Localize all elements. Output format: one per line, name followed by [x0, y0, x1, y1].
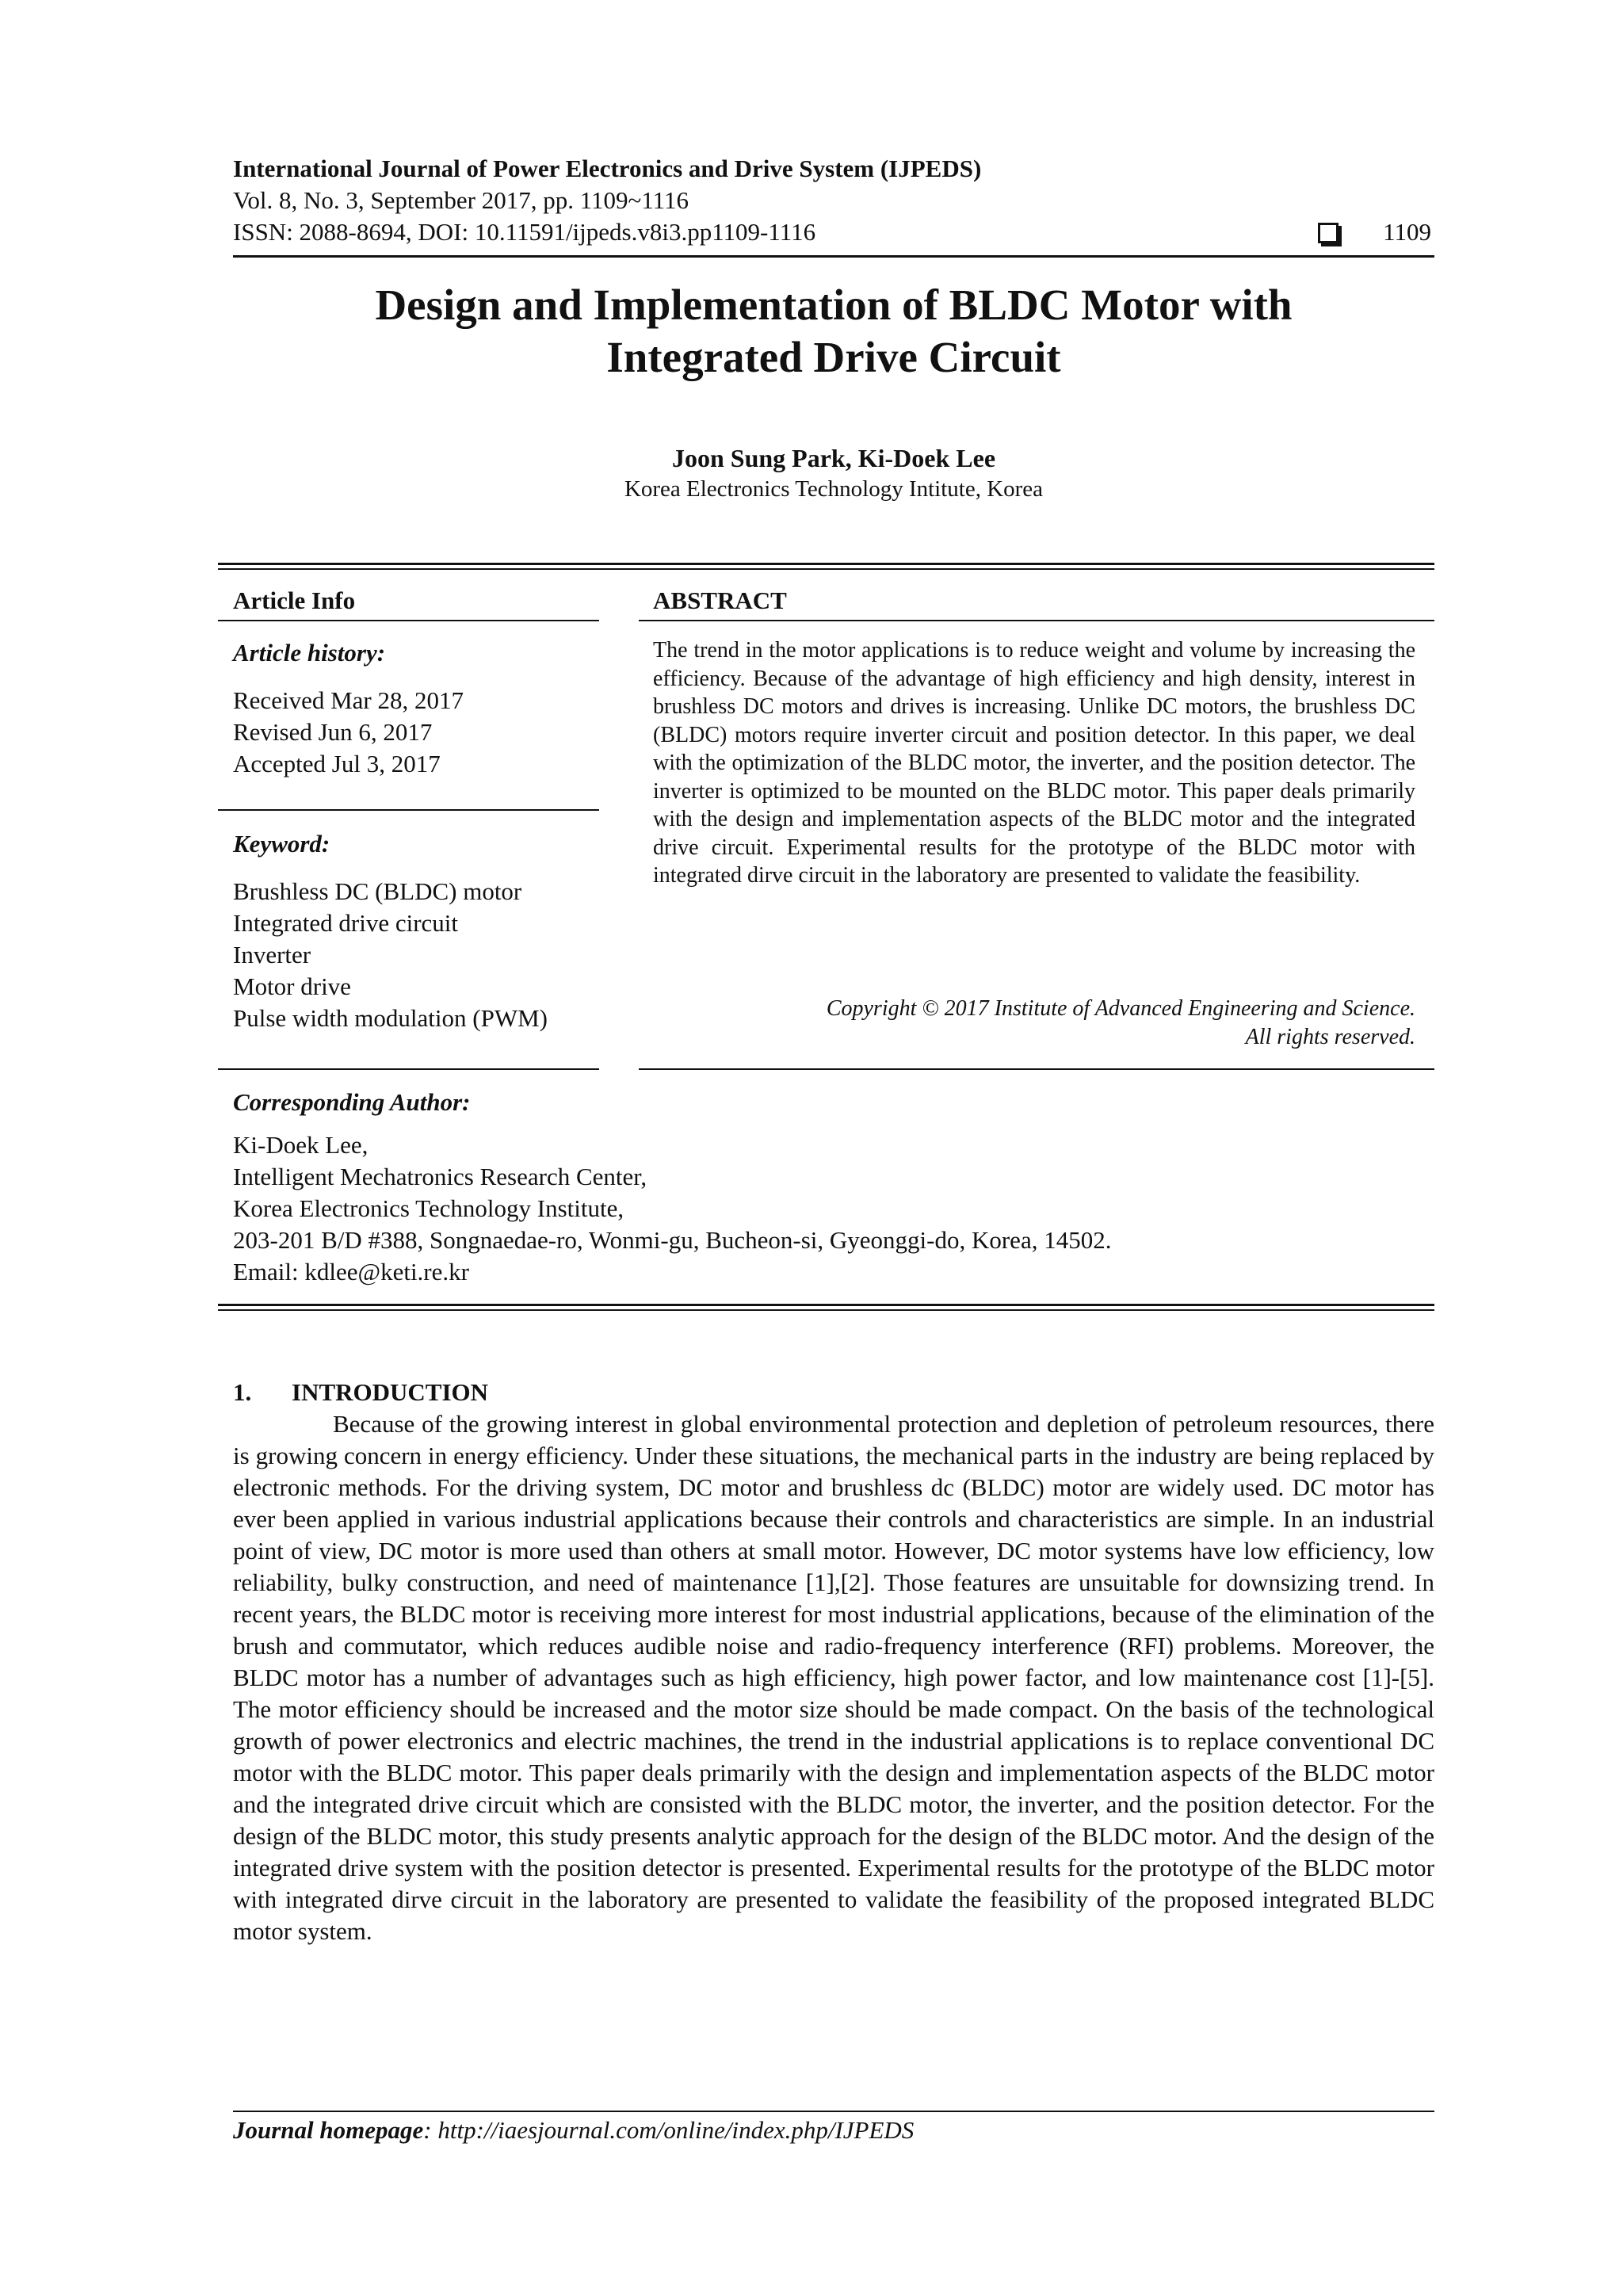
section-title: INTRODUCTION: [292, 1378, 489, 1406]
article-info-heading: Article Info: [233, 586, 356, 614]
corresponding-author-details: [233, 1129, 1434, 1288]
history-received: Received Mar 28, 2017: [233, 686, 464, 714]
title-line-2: Integrated Drive Circuit: [606, 333, 1061, 381]
author-name: Ki-Doek Lee,: [233, 1131, 369, 1159]
volume-line: Vol. 8, No. 3, September 2017, pp. 1109~1116: [233, 186, 689, 214]
homepage-url: http://iaesjournal.com/online/index.php/IJPEDS: [437, 2116, 915, 2144]
keyword-item: Motor drive: [233, 972, 351, 1000]
copyright-line-1: Copyright © 2017 Institute of Advanced Engineering and Science.: [826, 996, 1415, 1021]
copyright-line-2: All rights reserved.: [1245, 1025, 1415, 1049]
section-number: 1.: [233, 1378, 252, 1406]
copyright-notice: [653, 995, 1415, 1052]
authors: Joon Sung Park, Ki-Doek Lee: [671, 444, 996, 472]
journal-homepage-footer: [233, 2115, 1434, 2146]
history-revised: Revised Jun 6, 2017: [233, 718, 433, 746]
homepage-separator: :: [423, 2116, 438, 2144]
corresponding-author-heading: Corresponding Author:: [233, 1088, 471, 1116]
footer-rule: [233, 2111, 1434, 2112]
homepage-label: Journal homepage: [233, 2116, 424, 2144]
author-address: 203-201 B/D #388, Songnaedae-ro, Wonmi-gu, Bucheon-si, Gyeonggi-do, Korea, 14502.: [233, 1226, 1112, 1254]
keyword-item: Inverter: [233, 941, 311, 968]
affiliation: Korea Electronics Technology Intitute, Korea: [624, 476, 1044, 502]
checkbox-square-icon: [1318, 223, 1338, 243]
abstract-body: [653, 636, 1415, 890]
keyword-section: [233, 828, 599, 1034]
keyword-rule: [218, 809, 599, 811]
keyword-list: [233, 876, 599, 1034]
abstract-rule: [639, 620, 1434, 621]
keyword-item: Brushless DC (BLDC) motor: [233, 877, 522, 905]
article-history-list: [233, 685, 599, 780]
issn-row: [233, 216, 1434, 248]
header-rule: [233, 255, 1434, 258]
abstract-column: [653, 585, 1415, 617]
journal-name: International Journal of Power Electronics and Drive System (IJPEDS): [233, 155, 982, 182]
article-history-heading: Article history:: [233, 639, 386, 667]
article-history-section: [233, 637, 599, 780]
info-block-bottom-rule: [218, 1304, 1434, 1311]
issn-doi-line: ISSN: 2088-8694, DOI: 10.11591/ijpeds.v8i3.pp1109-1116: [233, 218, 816, 246]
article-info-rule: [218, 620, 599, 621]
abstract-heading: ABSTRACT: [653, 586, 787, 614]
page-number-group: [1318, 216, 1434, 248]
author-institute: Korea Electronics Technology Institute,: [233, 1194, 624, 1222]
history-accepted: Accepted Jul 3, 2017: [233, 750, 441, 777]
author-department: Intelligent Mechatronics Research Center,: [233, 1163, 647, 1190]
introduction-paragraph: Because of the growing interest in global environmental protection and depletion of petroleum resources, there is growing concern in energy efficiency. Under these situations, the mechanical parts in the industry are being replaced by electronic methods. For the driving system, DC motor and brushless dc (BLDC) motor are widely used. DC motor has ever been applied in various industrial applications because their controls and characteristics are simple. In an industrial point of view, DC motor is more used than others at small motor. However, DC motor systems have low efficiency, low reliability, bulky construction, and need of maintenance [1],[2]. Those features are unsuitable for downsizing trend. In recent years, the BLDC motor is receiving more interest for most industrial applications, because of the elimination of the brush and commutator, which reduces audible noise and radio-frequency interference (RFI) problems. Moreover, the BLDC motor has a number of advantages such as high efficiency, high power factor, and low maintenance cost [1]-[5]. The motor efficiency should be increased and the motor size should be made compact. On the basis of the technological growth of power electronics and electric machines, the trend in the industrial applications is to replace conventional DC motor with the BLDC motor. This paper deals primarily with the design and implementation aspects of the BLDC motor and the integrated drive circuit which are consisted with the BLDC motor, the inverter, and the position detector. For the design of the BLDC motor, this study presents analytic approach for the design of the BLDC motor. And the design of the integrated drive system with the position detector is presented. Experimental results for the prototype of the BLDC motor with integrated dirve circuit in the laboratory are presented to validate the feasibility of the proposed integrated BLDC motor system.: [233, 1410, 1434, 1945]
keyword-item: Pulse width modulation (PWM): [233, 1004, 548, 1032]
author-email: Email: kdlee@keti.re.kr: [233, 1258, 469, 1286]
introduction-section: [233, 1377, 1434, 1947]
keyword-heading: Keyword:: [233, 830, 330, 858]
title-line-1: Design and Implementation of BLDC Motor with: [375, 281, 1293, 329]
left-column-bottom-rule: [218, 1068, 599, 1070]
introduction-heading: [233, 1377, 1434, 1408]
paper-title: [233, 279, 1434, 384]
abstract-text: The trend in the motor applications is to reduce weight and volume by increasing the efficiency. Because of the advantage of high efficiency and high density, interest in brushless DC motors and drives is increasing. Unlike DC motors, the brushless DC (BLDC) motors require inverter circuit and position detector. In this paper, we deal with the optimization of the BLDC motor, the inverter, and the position detector. The inverter is optimized to be mounted on the BLDC motor. This paper deals primarily with the design and implementation aspects of the BLDC motor and the integrated drive circuit. Experimental results for the prototype of the BLDC motor with integrated dirve circuit in the laboratory are presented to validate the feasibility.: [653, 638, 1415, 888]
keyword-item: Integrated drive circuit: [233, 909, 459, 937]
journal-header: [233, 153, 1434, 248]
article-info-column: [233, 585, 599, 617]
corresponding-author-section: [233, 1087, 1434, 1288]
info-block-top-rule: [218, 563, 1434, 570]
abstract-bottom-rule: [639, 1068, 1434, 1070]
page-number: 1109: [1383, 218, 1431, 246]
